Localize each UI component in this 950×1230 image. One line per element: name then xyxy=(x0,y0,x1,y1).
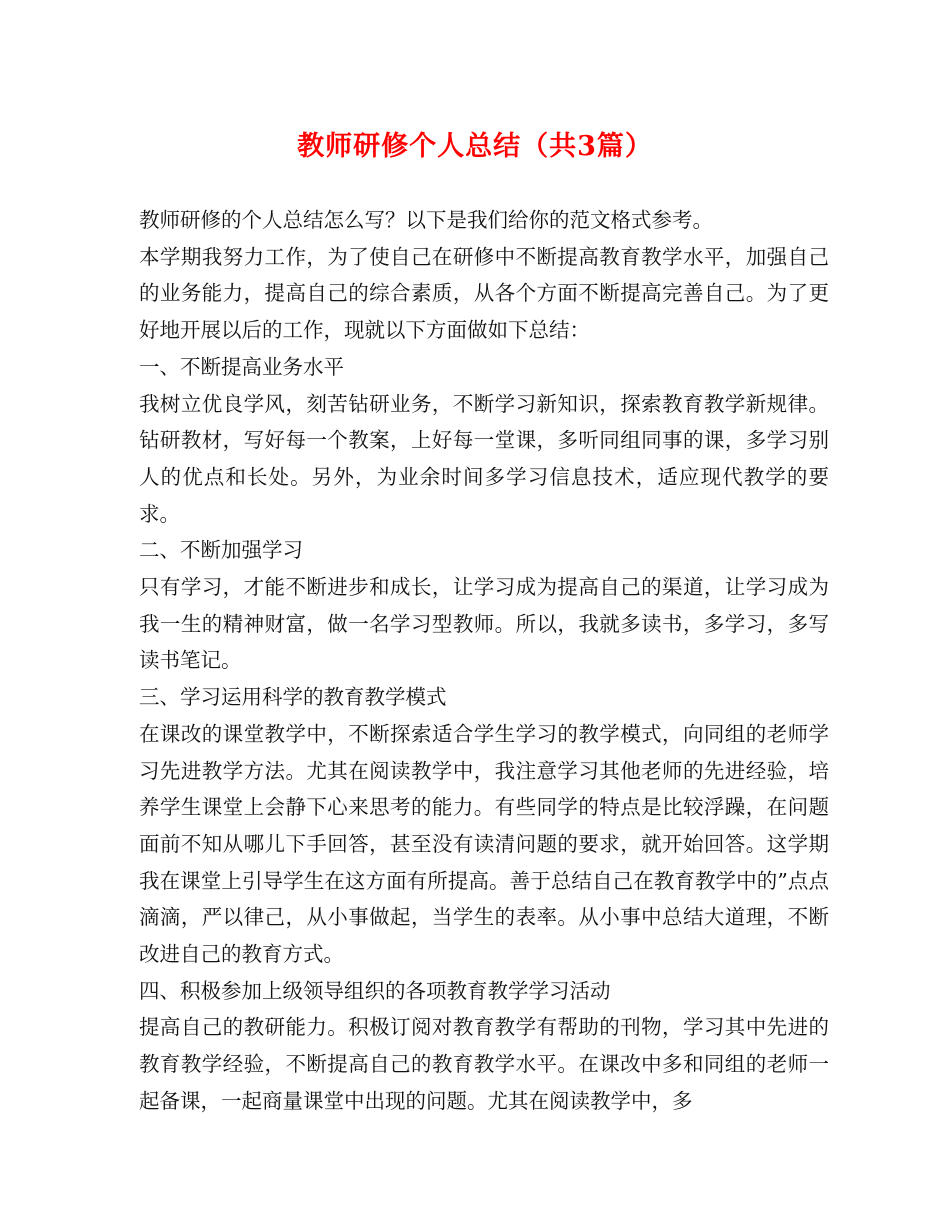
paragraph-intro: 教师研修的个人总结怎么写？以下是我们给你的范文格式参考。 xyxy=(139,208,713,232)
paragraph-section-3: 在课改的课堂教学中，不断探索适合学生学习的教学模式，向同组的老师学习先进教学方法。尤其在阅读教学中，我注意学习其他老师的先进经验，培养学生课堂上会静下心来思考的能力。有些同学的特点是比较浮躁，在问题面前不知从哪儿下手回答，甚至没有读清问题的要求，就开始回答。这学期我在课堂上引导学生在这方面有所提高。善于总结自己在教育教学中的”点点滴滴，严以律己，从小事做起，当学生的表率。从小事中总结大道理，不断改进自己的教育方式。 xyxy=(139,721,829,967)
section-heading-1: 一、不断提高业务水平 xyxy=(139,354,344,379)
section-heading-4: 四、积极参加上级领导组织的各项教育教学学习活动 xyxy=(139,978,611,1003)
paragraph-overview: 本学期我努力工作，为了使自己在研修中不断提高教育教学水平，加强自己的业务能力，提高自己的综合素质，从各个方面不断提高完善自己。为了更好地开展以后的工作，现就以下方面做如下总结： xyxy=(139,244,829,343)
paragraph-section-4: 提高自己的教研能力。积极订阅对教育教学有帮助的刊物，学习其中先进的教育教学经验，不断提高自己的教育教学水平。在课改中多和同组的老师一起备课，一起商量课堂中出现的问题。尤其在阅读教学中，多 xyxy=(139,1015,829,1113)
document-body xyxy=(139,202,829,1120)
paragraph-section-1: 我树立优良学风，刻苦钻研业务，不断学习新知识，探索教育教学新规律。钻研教材，写好每一个教案，上好每一堂课，多听同组同事的课，多学习别人的优点和长处。另外，为业余时间多学习信息技术，适应现代教学的要求。 xyxy=(139,391,829,526)
document-title: 教师研修个人总结（共3篇） xyxy=(297,131,653,162)
paragraph-section-2: 只有学习，才能不断进步和成长，让学习成为提高自己的渠道，让学习成为我一生的精神财富，做一名学习型教师。所以，我就多读书，多学习，多写读书笔记。 xyxy=(139,575,829,673)
section-heading-3: 三、学习运用科学的教育教学模式 xyxy=(139,685,447,710)
section-heading-2: 二、不断加强学习 xyxy=(139,538,303,563)
